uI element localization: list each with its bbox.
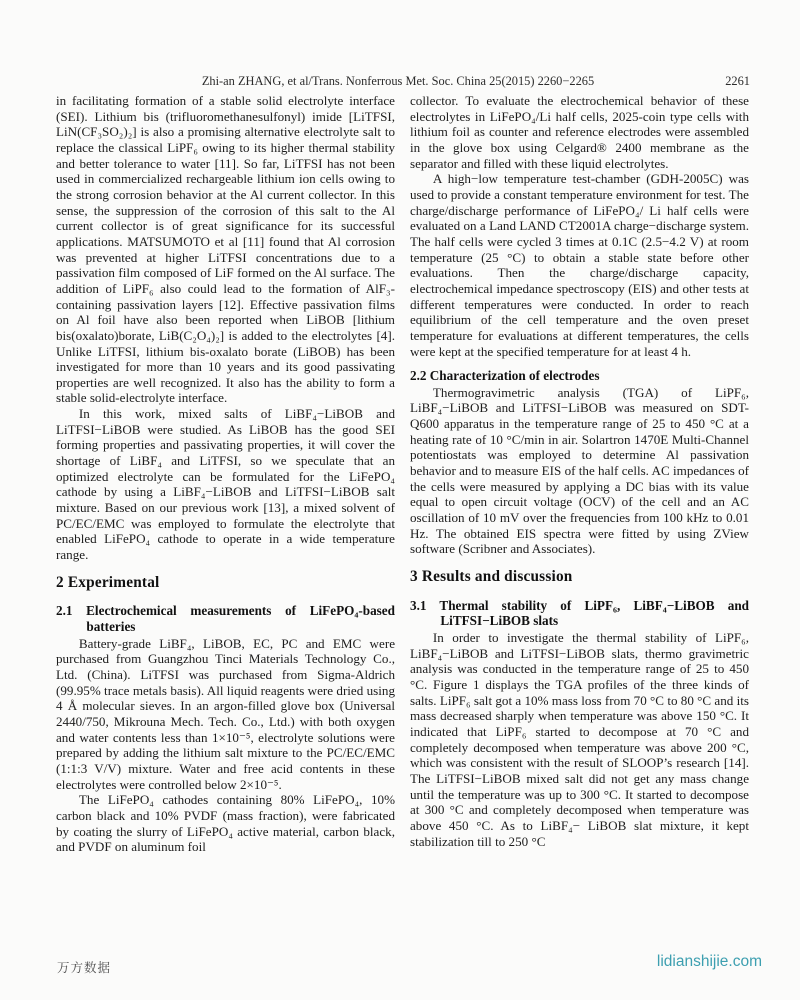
paragraph-test-chamber: A high−low temperature test-chamber (GDH-2005C) was used to provide a constant temperature environment for test. The charge/discharge performance of LiFePO₄/ Li half cells were evaluated on a Land LAND CT2001A charge−discharge system. The half cells were cycled 3 times at 0.1C (2.5−4.2 V) at room temperature (25 °C) to obtain a stable state before other evaluations. Then the charge/discharge capacity, electrochemical impedance spectroscopy (EIS) and other tests at different temperatures were conducted. In order to reach equilibrium of the cell temperature and the oven preset temperature for evaluations at different temperatures, the cells were kept at the specified temperature for at least 4 h. <box>410 171 749 359</box>
paragraph-this-work: In this work, mixed salts of LiBF₄−LiBOB and LiTFSI−LiBOB were studied. As LiBOB has the good SEI forming properties and passivating properties, it will cover the shortage of LiBF₄ and LiTFSI, so we speculate that an optimized electrolyte can be formulated for the LiFePO₄ cathode by using a LiBF₄−LiBOB and LiTFSI−LiBOB salt mixture. Based on our previous work [13], a mixed solvent of PC/EC/EMC was employed to formulate the electrolyte that enabled LiFePO₄ cathode to operate in a wide temperature range. <box>56 406 395 563</box>
running-header <box>56 74 750 89</box>
wanfang-data-watermark: 万方数据 <box>57 961 112 975</box>
right-column <box>410 93 749 849</box>
paragraph-tga-characterization: Thermogravimetric analysis (TGA) of LiPF₆, LiBF₄−LiBOB and LiTFSI−LiBOB was measured on SDT-Q600 apparatus in the temperature range of 25 to 450 °C at a heating rate of 10 °C/min in air. Solartron 1470E Multi-Channel potentiostats was employed to determine Al passivation behavior and to measure EIS of the half cells. AC impedances of the cells were measured by applying a DC bias with its value equal to open circuit voltage (OCV) of the cell and an AC oscillation of 10 mV over the frequencies from 100 kHz to 0.01 Hz. The obtained EIS spectra were fitted by using ZView software (Scribner and Associates). <box>410 384 749 557</box>
header-citation: Zhi-an ZHANG, et al/Trans. Nonferrous Met. Soc. China 25(2015) 2260−2265 <box>201 74 595 88</box>
left-column <box>56 93 395 855</box>
page-number: 2261 <box>725 74 750 88</box>
section-heading-results: 3 Results and discussion <box>410 568 573 586</box>
paragraph-cathodes: The LiFePO₄ cathodes containing 80% LiFePO₄, 10% carbon black and 10% PVDF (mass fraction), were fabricated by coating the slurry of LiFePO₄ active material, carbon black, and PVDF on aluminum foil <box>56 792 395 855</box>
subsection-heading-2-1: 2.1 Electrochemical measurements of LiFePO₄-based batteries <box>56 603 395 634</box>
subsection-heading-3-1: 3.1 Thermal stability of LiPF₆, LiBF₄−LiBOB and LiTFSI−LiBOB slats <box>410 597 749 629</box>
lidianshijie-watermark: lidianshijie.com <box>656 953 762 970</box>
paragraph-intro-continued: in facilitating formation of a stable solid electrolyte interface (SEI). Lithium bis (trifluoromethanesulfonyl) imide [LiTFSI, LiN(CF₃SO₂)₂] is also a promising alternative electrolyte salt to replace the classical LiPF₆ owing to its higher thermal stability and better tolerance to water [11]. So far, LiTFSI has not been used in commercialized rechargeable lithium ion cells owing to the strong corrosion behavior at the Al current collector. In this sense, the suppression of the corrosion of this salt to the Al current collector is of great significance for its successful applications. MATSUMOTO et al [11] found that Al corrosion was prevented at higher LiTFSI concentrations due to a passivation film composed of LiF formed on the Al surface. The addition of LiPF₆ also could lead to the formation of AlF₃-containing passivation layers [12]. Effective passivation films on Al foil have also been reported when LiBOB [lithium bis(oxalato)borate, LiB(C₂O₄)₂] is added to the electrolytes [4]. Unlike LiTFSI, lithium bis-oxalato borate (LiBOB) has been investigated for more than 10 years and its good passivating properties are well recognized. It also has the ability to form a stable solid-electrolyte interface. <box>56 93 395 406</box>
paragraph-thermal-stability: In order to investigate the thermal stability of LiPF₆, LiBF₄−LiBOB and LiTFSI−LiBOB slats, thermo gravimetric analysis was conducted in the temperature range of 25 to 450 °C. Figure 1 displays the TGA profiles of the three kinds of salts. LiPF₆ salt got a 10% mass loss from 70 °C to 80 °C and its mass decreased sharply when temperature was above 150 °C. It indicated that LiPF₆ started to decompose at 70 °C and completely decomposed when temperature was above 200 °C, which was consistent with the result of SLOOP’s research [14]. The LiTFSI−LiBOB mixed salt did not get any mass change until the temperature was up to 300 °C. It started to decompose at 300 °C and completely decomposed when temperature was above 450 °C. As to LiBF₄− LiBOB slat mixture, it kept stabilization till to 250 °C <box>410 630 749 849</box>
subsection-heading-2-2: 2.2 Characterization of electrodes <box>410 368 600 384</box>
section-heading-experimental: 2 Experimental <box>56 573 160 591</box>
paragraph-battery-grade: Battery-grade LiBF₄, LiBOB, EC, PC and EMC were purchased from Guangzhou Tinci Materials Technology Co., Ltd. (China). LiTFSI was purchased from Sigma-Aldrich (99.95% trace metals basis). All liquid reagents were dried using 4 Å molecular sieves. In an argon-filled glove box (Universal 2440/750, Mikrouna Mech. Tech. Co., Ltd.) with both oxygen and water contents less than 1×10⁻⁵, electrolyte solutions were prepared by adding the lithium salt mixture to the PC/EC/EMC (1:1:3 V/V) mixture. Water and free acid contents in these electrolytes were controlled below 2×10⁻⁵. <box>56 635 395 792</box>
paragraph-collector-continued: collector. To evaluate the electrochemical behavior of these electrolytes in LiFePO₄/Li half cells, 2025-coin type cells with lithium foil as counter and reference electrodes were assembled in the glove box using Celgard® 2400 membrane as the separator and filled with these liquid electrolytes. <box>410 93 749 171</box>
